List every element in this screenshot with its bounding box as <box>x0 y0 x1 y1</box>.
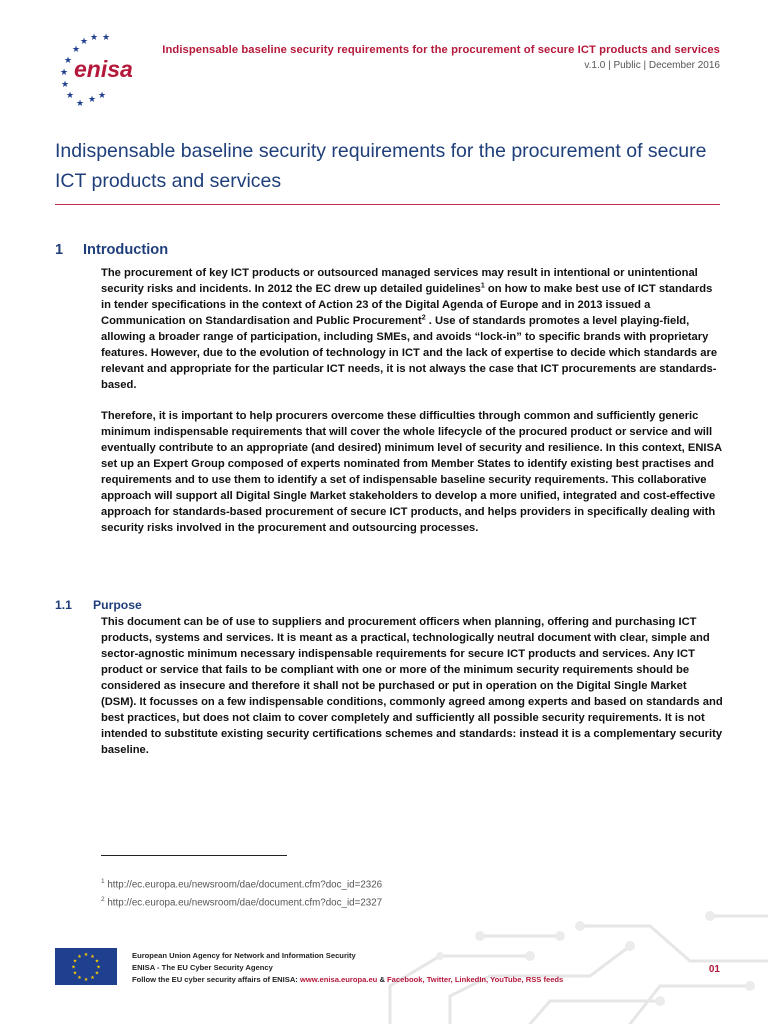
logo-wordmark: enisa <box>74 56 133 82</box>
footer-info <box>132 950 563 986</box>
footer-separator: & <box>377 975 388 984</box>
svg-text:★: ★ <box>90 954 95 960</box>
footnote-link[interactable]: http://ec.europa.eu/newsroom/dae/document.cfm?doc_id=2327 <box>104 897 383 909</box>
page-header <box>162 44 720 71</box>
subsection-title: Purpose <box>93 598 142 612</box>
intro-paragraph-1 <box>101 265 723 393</box>
title-divider <box>55 204 720 205</box>
svg-text:★: ★ <box>90 33 99 43</box>
footnote-ref-1[interactable]: 1 <box>480 282 485 290</box>
svg-text:★: ★ <box>88 95 97 105</box>
subsection-number: 1.1 <box>55 598 72 612</box>
svg-text:★: ★ <box>61 80 70 90</box>
svg-text:★: ★ <box>83 952 89 958</box>
footer-agency-name: European Union Agency for Network and Information Security <box>132 951 356 960</box>
svg-text:★: ★ <box>94 958 100 965</box>
svg-text:★: ★ <box>64 56 73 66</box>
svg-text:★: ★ <box>96 964 101 971</box>
header-title: Indispensable baseline security requirements for the procurement of secure ICT products and services <box>162 44 720 56</box>
text-run: on how to make best use of ICT standards in tender specifications in the context of Action 23 of the Digital Agenda of Europe and in 2013 issued a Communication on Standardisation and Public Procurement <box>101 283 713 327</box>
section-title: Introduction <box>83 242 169 258</box>
svg-text:★: ★ <box>72 45 81 55</box>
svg-text:★: ★ <box>60 68 69 78</box>
document-title: Indispensable baseline security requirements for the procurement of secure ICT products and services <box>55 140 707 192</box>
text-run: The procurement of key ICT products or outsourced managed services may result in intentional or unintentional security risks and incidents. In 2012 the EC drew up detailed guidelines <box>101 267 698 295</box>
footnote-link[interactable]: http://ec.europa.eu/newsroom/dae/document.cfm?doc_id=2326 <box>104 879 383 891</box>
svg-text:★: ★ <box>72 970 78 977</box>
footnote-ref-2[interactable]: 2 <box>421 314 426 322</box>
svg-text:★: ★ <box>77 954 82 960</box>
svg-text:★: ★ <box>98 91 107 101</box>
svg-text:★: ★ <box>94 970 100 977</box>
eu-flag-icon <box>55 948 117 985</box>
website-link[interactable]: www.enisa.europa.eu <box>299 975 378 984</box>
header-meta: v.1.0 | Public | December 2016 <box>584 60 720 71</box>
enisa-logo <box>50 30 150 110</box>
purpose-paragraph: This document can be of use to suppliers and procurement officers when planning, offering and purchasing ICT products, systems and services. It is meant as a practical, technologically neutral document with clear, simple and sector-agnostic minimum necessary indispensable requirements for secure ICT products and services. Any ICT product or service that fails to be compliant with one or more of the minimum security requirements should be considered as insecure and therefore it shall not be purchased or put in operation on the Digital Single Market (DSM). It focusses on a few indispensable conditions, commonly agreed among experts and based on standards and best practices, but does not claim to cover completely and sufficiently all possible security requirements. It is not intended to substitute existing security certifications schemes and standards: instead it is a complementary security baseline. <box>101 616 723 756</box>
svg-text:★: ★ <box>72 958 78 965</box>
page-number: 01 <box>708 964 720 975</box>
svg-text:★: ★ <box>71 964 76 971</box>
svg-text:★: ★ <box>90 975 95 981</box>
footer-follow-text: Follow the EU cyber security affairs of ENISA: <box>132 975 300 984</box>
footer-follow-line <box>132 974 563 986</box>
footnote-mark: 2 <box>101 896 105 904</box>
svg-text:★: ★ <box>77 975 82 981</box>
eu-stars-icon <box>55 948 117 985</box>
text-run: . Use of standards promotes a level playing-field, allowing a broader range of participation, including SMEs, and avoids “lock-in” to specific brands with proprietary features. However, due to the evolution of technology in ICT and the lack of expertise to decide which standards are relevant and appropriate for the particular ICT needs, it is not always the case that ICT procurements are standards-based. <box>101 315 718 391</box>
footer-agency-tagline: ENISA - The EU Cyber Security Agency <box>132 963 273 972</box>
svg-text:★: ★ <box>66 91 75 101</box>
footnote-1 <box>101 874 382 892</box>
svg-text:★: ★ <box>83 977 89 983</box>
svg-text:★: ★ <box>102 33 111 43</box>
section-heading-purpose <box>55 598 142 612</box>
footnote-mark: 1 <box>101 878 105 885</box>
svg-text:★: ★ <box>76 99 85 109</box>
section-heading-introduction <box>55 242 168 258</box>
svg-text:★: ★ <box>80 37 89 47</box>
section-number: 1 <box>55 242 64 258</box>
intro-paragraph-2: Therefore, it is important to help procurers overcome these difficulties through common and sufficiently generic minimum indispensable requirements that will cover the whole lifecycle of the procured product or service and will eventually contribute to an appropriate (and desired) minimum level of security and resilience. In this context, ENISA set up an Expert Group composed of experts nominated from Member States to identify existing best practises and requirements and to use them to identify a set of indispensable baseline security requirements. This collaborative approach will support all Digital Single Market stakeholders to develop a more unified, integrated and cost-effective approach for standards-based procurement of secure ICT products, and helps providers in specifically dealing with security risks involved in the procurement and outsourcing processes. <box>101 410 722 534</box>
footnote-divider <box>101 855 287 856</box>
social-links[interactable]: Facebook, Twitter, LinkedIn, YouTube, RSS feeds <box>387 975 564 984</box>
